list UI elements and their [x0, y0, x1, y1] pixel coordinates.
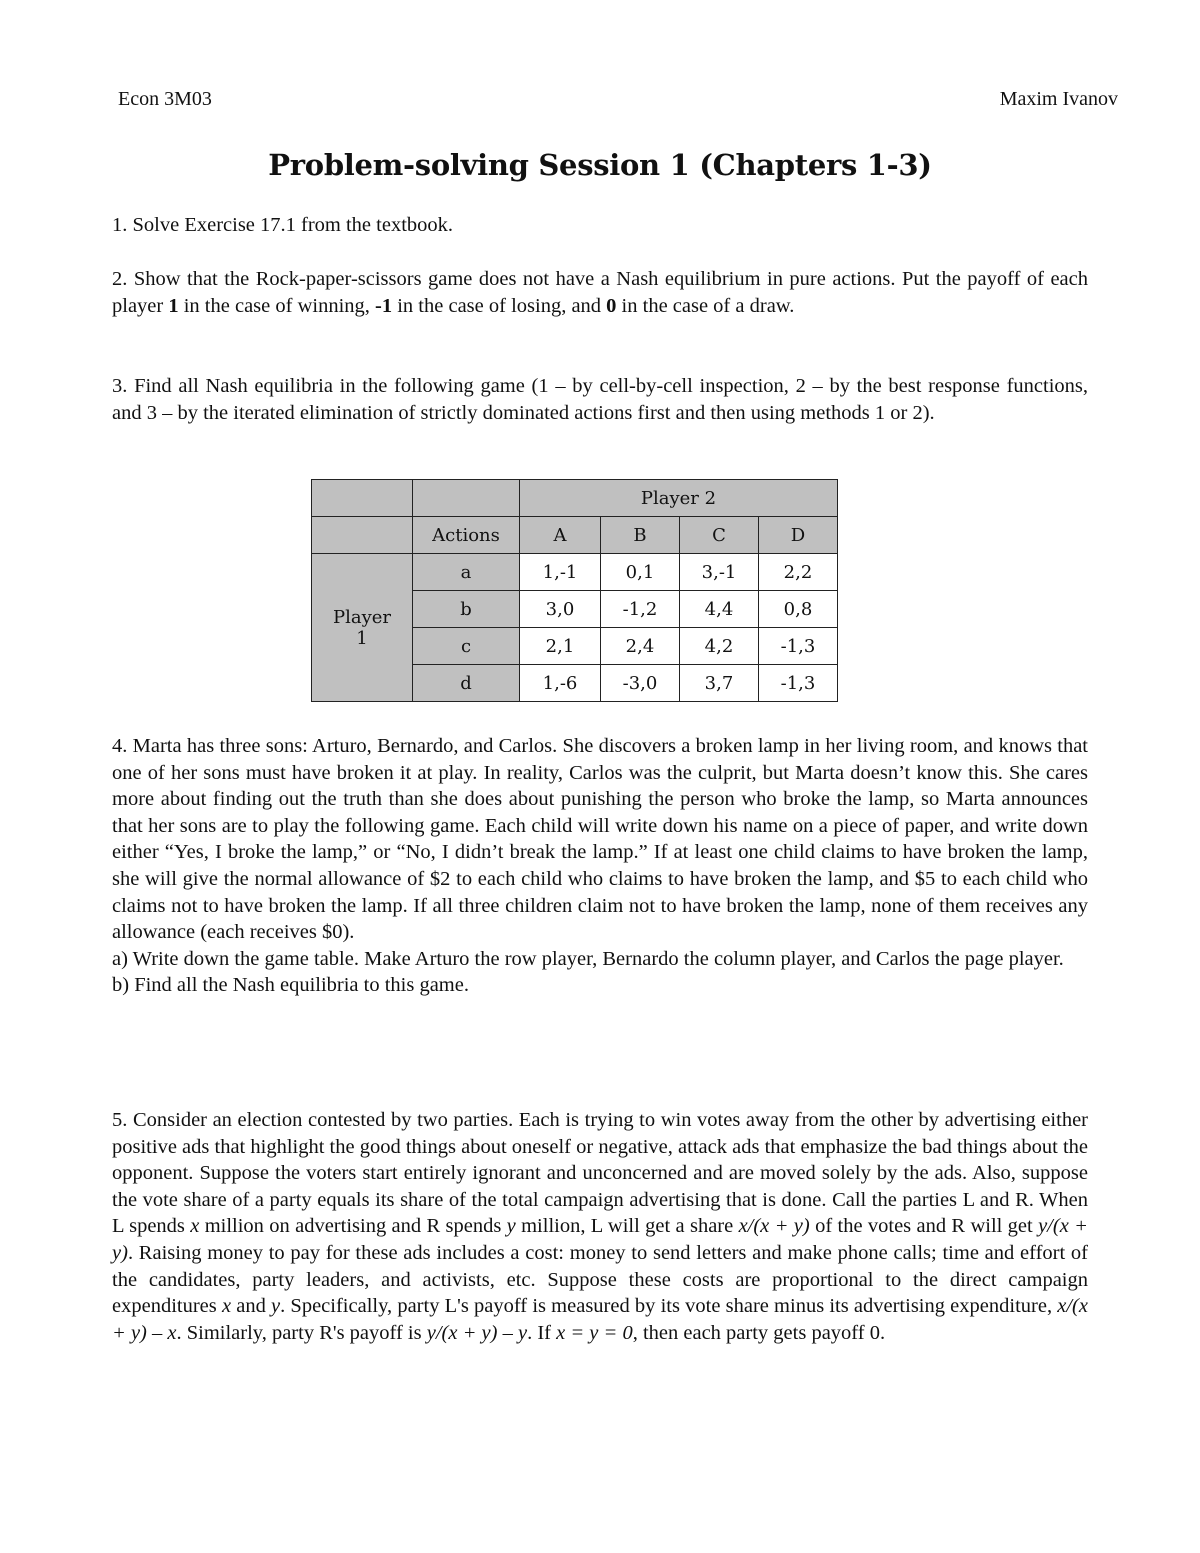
payoff-cell: -3,0 — [601, 665, 680, 702]
payoff-cell: -1,3 — [759, 628, 838, 665]
question-3: 3. Find all Nash equilibria in the following game (1 – by cell-by-cell inspection, 2 – by the best response functions, and 3 – by the iterated elimination of strictly dominated actions first and then using methods 1 or 2). — [112, 375, 1088, 424]
player1-header: Player 1 — [312, 554, 413, 702]
payoff-cell: 2,4 — [601, 628, 680, 665]
payoff-cell: -1,2 — [601, 591, 680, 628]
row-action: d — [413, 665, 520, 702]
column-header: D — [759, 517, 838, 554]
row-action: a — [413, 554, 520, 591]
table-row — [312, 554, 838, 591]
payoff-cell: 4,4 — [680, 591, 759, 628]
payoff-cell: 2,1 — [520, 628, 601, 665]
payoff-cell: 2,2 — [759, 554, 838, 591]
corner-cell — [312, 480, 413, 517]
column-header: C — [680, 517, 759, 554]
question-4-body: 4. Marta has three sons: Arturo, Bernardo, and Carlos. She discovers a broken lamp in her living room, and knows that one of her sons must have broken it at play. In reality, Carlos was the culprit, but Marta doesn’t know this. She cares more about finding out the truth than she does about punishing the person who broke the lamp, so Marta announces that her sons are to play the following game. Each child will write down his name on a piece of paper, and write down either “Yes, I broke the lamp,” or “No, I didn’t break the lamp.” If at least one child claims to have broken the lamp, she will give the normal allowance of $2 to each child who claims to have broken the lamp, and $5 to each child who claims not to have broken the lamp. If all three children claim not to have broken the lamp, none of them receives any allowance (each receives $0). — [112, 735, 1088, 944]
payoff-cell: 3,7 — [680, 665, 759, 702]
payoff-cell: 0,8 — [759, 591, 838, 628]
question-4-part-a: a) Write down the game table. Make Arturo the row player, Bernardo the column player, and Carlos the page player. — [112, 947, 1064, 970]
column-header: B — [601, 517, 680, 554]
payoff-cell: 1,-6 — [520, 665, 601, 702]
corner-cell — [413, 480, 520, 517]
row-action: b — [413, 591, 520, 628]
corner-cell — [312, 517, 413, 554]
payoff-cell: 1,-1 — [520, 554, 601, 591]
course-code: Econ 3M03 — [118, 88, 212, 110]
author-name: Maxim Ivanov — [999, 88, 1118, 110]
game-payoff-table — [311, 479, 838, 702]
player2-header: Player 2 — [520, 480, 838, 517]
column-header: A — [520, 517, 601, 554]
actions-header: Actions — [413, 517, 520, 554]
payoff-cell: 0,1 — [601, 554, 680, 591]
page-title: Problem-solving Session 1 (Chapters 1-3) — [268, 148, 932, 182]
question-2: 2. Show that the Rock-paper-scissors game does not have a Nash equilibrium in pure actions. Put the payoff of each player 1 in the case of winning, -1 in the case of losing, and 0 in the case of a draw. — [112, 268, 1088, 317]
payoff-cell: -1,3 — [759, 665, 838, 702]
payoff-cell: 3,0 — [520, 591, 601, 628]
question-1: 1. Solve Exercise 17.1 from the textbook. — [112, 214, 454, 236]
question-4-part-b: b) Find all the Nash equilibria to this game. — [112, 974, 469, 997]
row-action: c — [413, 628, 520, 665]
question-5: 5. Consider an election contested by two parties. Each is trying to win votes away from the other by advertising either positive ads that highlight the good things about oneself or negative, attack ads that emphasize the bad things about the opponent. Suppose the voters start entirely ignorant and unconcerned and are moved solely by the ads. Also, suppose the vote share of a party equals its share of the total campaign advertising that is done. Call the parties L and R. When L spends x million on advertising and R spends y million, L will get a share x/(x + y) of the votes and R will get y/(x + y). Raising money to pay for these ads includes a cost: money to send letters and make phone calls; time and effort of the candidates, party leaders, and activists, etc. Suppose these costs are proportional to the direct campaign expenditures x and y. Specifically, party L's payoff is measured by its vote share minus its advertising expenditure, x/(x + y) – x. Similarly, party R's payoff is y/(x + y) – y. If x = y = 0, then each party gets payoff 0. — [112, 1109, 1088, 1344]
payoff-cell: 4,2 — [680, 628, 759, 665]
payoff-cell: 3,-1 — [680, 554, 759, 591]
question-4 — [112, 733, 1088, 999]
